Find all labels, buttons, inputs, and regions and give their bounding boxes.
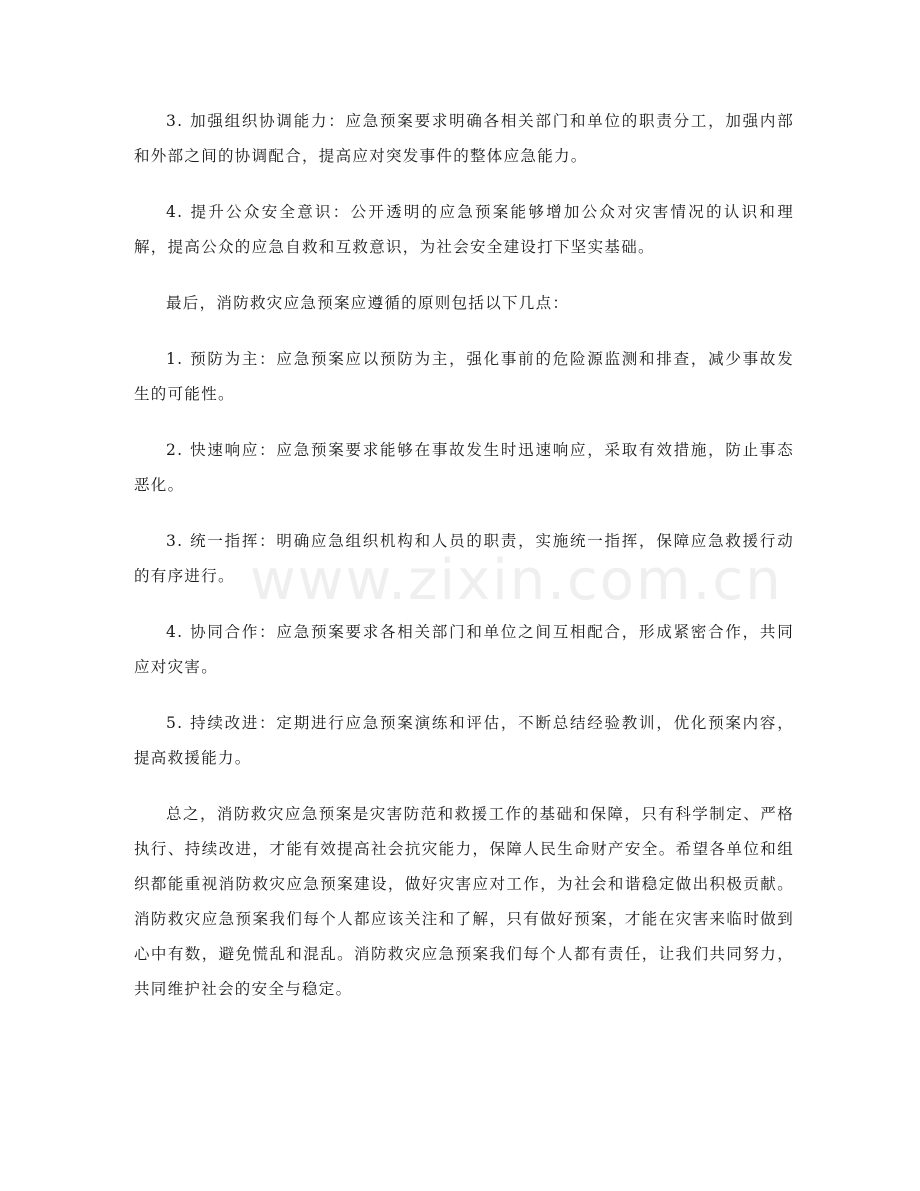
document-body — [134, 104, 794, 1028]
paragraph-conclusion: 总之，消防救灾应急预案是灾害防范和救援工作的基础和保障，只有科学制定、严格执行、持续改进，才能有效提高社会抗灾能力，保障人民生命财产安全。希望各单位和组织都能重视消防救灾应急预案建设，做好灾害应对工作，为社会和谐稳定做出积极贡献。消防救灾应急预案我们每个人都应该关注和了解，只有做好预案，才能在灾害来临时做到心中有数，避免慌乱和混乱。消防救灾应急预案我们每个人都有责任，让我们共同努力，共同维护社会的安全与稳定。 — [134, 805, 794, 998]
paragraph-principle-4-cooperation: 4. 协同合作：应急预案要求各相关部门和单位之间互相配合，形成紧密合作，共同应对灾害。 — [134, 623, 794, 676]
paragraph-principle-5-improvement: 5. 持续改进：定期进行应急预案演练和评估，不断总结经验教训，优化预案内容，提高救援能力。 — [134, 714, 794, 767]
paragraph-item-3-coordination: 3. 加强组织协调能力：应急预案要求明确各相关部门和单位的职责分工，加强内部和外部之间的协调配合，提高应对突发事件的整体应急能力。 — [134, 112, 794, 165]
paragraph-principle-3-unified-command: 3. 统一指挥：明确应急组织机构和人员的职责，实施统一指挥，保障应急救援行动的有序进行。 — [134, 532, 794, 585]
paragraph-principle-1-prevention: 1. 预防为主：应急预案应以预防为主，强化事前的危险源监测和排查，减少事故发生的可能性。 — [134, 350, 794, 403]
watermark: www.zixin.com.cn — [250, 548, 783, 613]
paragraph-item-4-public-awareness: 4. 提升公众安全意识：公开透明的应急预案能够增加公众对灾害情况的认识和理解，提高公众的应急自救和互救意识，为社会安全建设打下坚实基础。 — [134, 203, 794, 256]
paragraph-principle-2-rapid-response: 2. 快速响应：应急预案要求能够在事故发生时迅速响应，采取有效措施，防止事态恶化。 — [134, 441, 794, 494]
paragraph-principles-intro: 最后，消防救灾应急预案应遵循的原则包括以下几点： — [166, 294, 570, 312]
